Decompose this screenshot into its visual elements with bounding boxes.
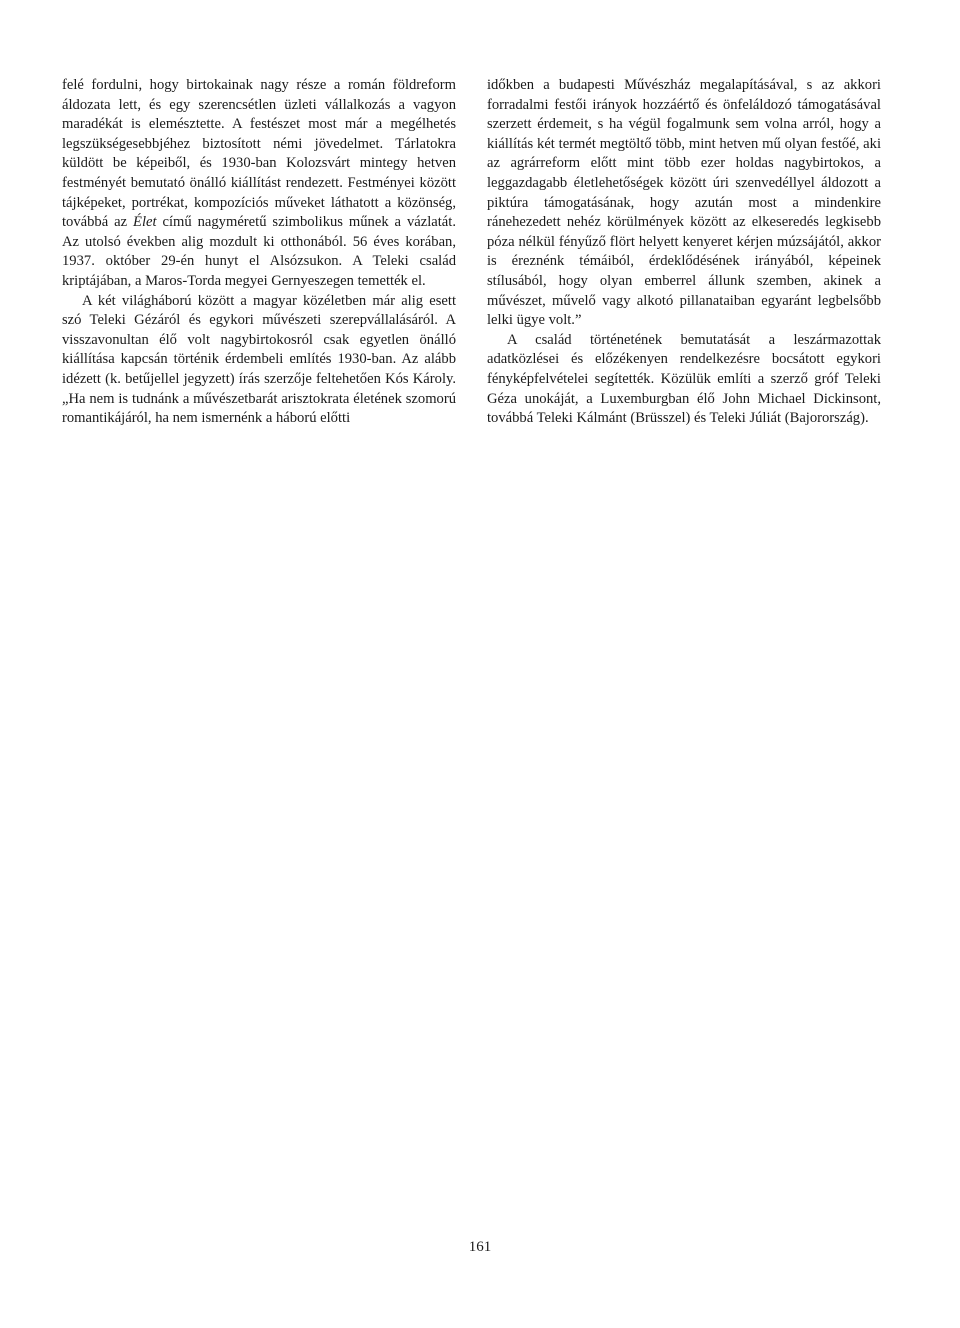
left-paragraph-2: A két világháború között a magyar közéletben már alig esett szó Teleki Gézáról és egykori művészeti szerepvállalásáról. A visszavonultan élő volt nagybirtokosról csak egyetlen önálló kiállítása kapcsán történik érdembeli említés 1930-ban. Az alább idézett (k. betűjellel jegyzett) írás szerzője feltehetően Kós Károly. „Ha nem is tudnánk a művészetbarát arisztokrata életének szomorú romantikájáról, ha nem ismernénk a háború előtti bbox=[62, 292, 456, 427]
left-paragraph-1-text-a: felé fordulni, hogy birtokainak nagy része a román földreform áldozata lett, és egy szerencsétlen üzleti vállalkozás a vagyon maradékát is elemésztette. A festészet most már a megélhetés legszükségesebbjéhez biztosított némi jövedelmet. Tárlatokra küldött be képeiből, és 1930-ban Kolozsvárt mintegy hetven festményét bemutató önálló kiállítást rendezett. Festményei között tájképeket, portrékat, kompozíciós műveket láthatott a közönség, továbbá az bbox=[62, 77, 456, 231]
right-paragraph-1: időkben a budapesti Művészház megalapításával, s az akkori forradalmi festői irányok hozzáértő és önfeláldozó támogatásával szerzett érdemeit, s ha végül fogalmunk sem volna arról, hogy a kiállítás két termét megtöltő több, mint hetven mű olyan festőé, aki az agrárreform előtt mint több ezer holdas nagybirtokos, a leggazdagabb életlehetőségek között úri szenvedéllyel áldozott a piktúra támogatásának, hogy azután most a mindenkire ránehezedett nehéz körülmények között az elkeseredés legkisebb póza nélkül fényűző flört helyett kenyeret kérjen múzsájától, akkor is éreznénk témáiból, érdeklődésének irányából, képeinek stílusából, hogy olyan emberrel állunk szemben, akinek a művészet, művelő vagy alkotó pillanataiban egyaránt legbelsőbb lelki ügye volt.” bbox=[487, 77, 881, 329]
right-paragraph-2: A család történetének bemutatását a leszármazottak adatközlései és előzékenyen rendelkezésre bocsátott egykori fényképfelvételei segítették. Közülük említi a szerző gróf Teleki Géza unokáját, a Luxemburgban élő John Michael Dickinsont, továbbá Teleki Kálmánt (Brüsszel) és Teleki Júliát (Bajorország). bbox=[487, 331, 881, 427]
right-column bbox=[487, 76, 881, 429]
italic-title-elet: Élet bbox=[133, 214, 157, 231]
left-paragraph-1 bbox=[62, 76, 456, 292]
left-paragraph-1-text-b: című nagyméretű szimbolikus műnek a vázlatát. Az utolsó években alig mozdult ki otthonából. 56 éves korában, 1937. október 29-én hunyt el Alsózsukon. A Teleki család kriptájában, a Maros-Torda megyei Gernyeszegen temették el. bbox=[62, 214, 456, 289]
page-number: 161 bbox=[468, 1239, 492, 1255]
left-column bbox=[62, 76, 456, 429]
